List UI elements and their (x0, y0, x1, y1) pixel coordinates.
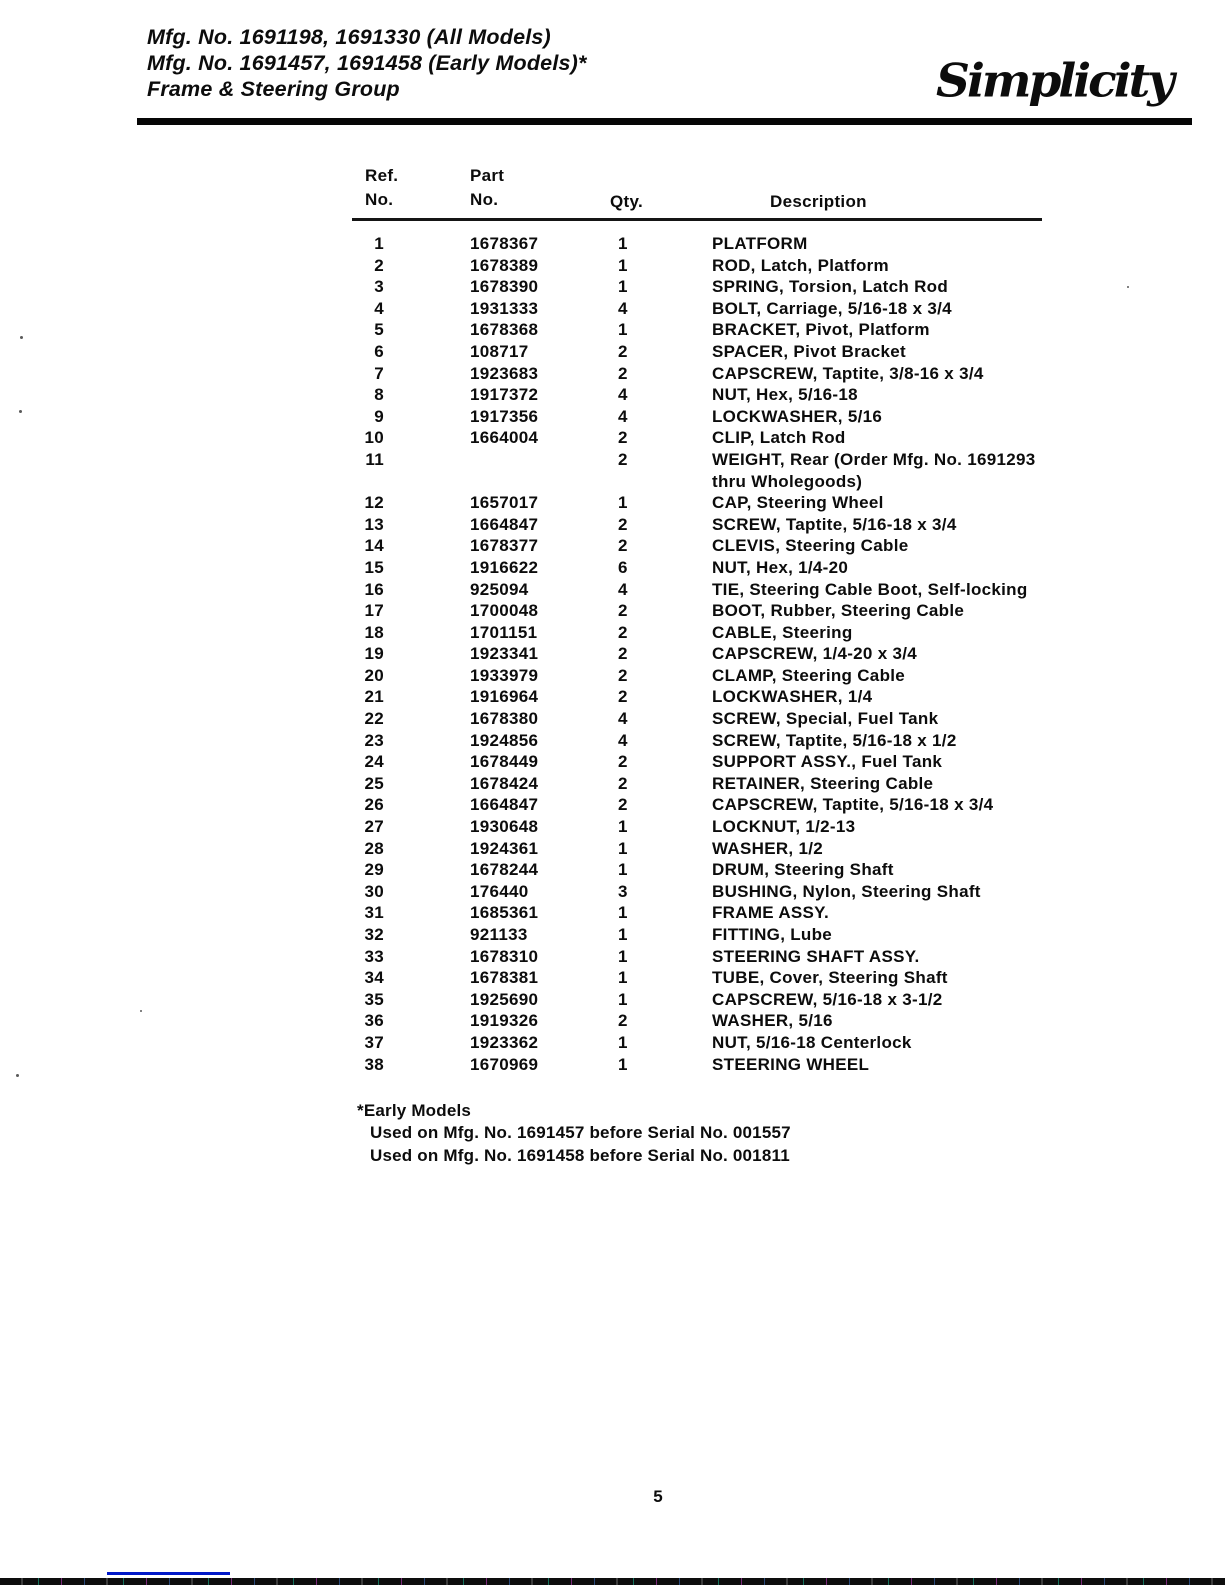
ref-no-cell: 11 (365, 449, 384, 469)
ref-no-cell: 20 (364, 665, 384, 685)
qty-cell: 2 (618, 449, 628, 469)
part-no-cell: 1678377 (470, 536, 539, 556)
ref-no-cell: 38 (364, 1054, 384, 1074)
page-number: 5 (653, 1487, 663, 1506)
description-cell: RETAINER, Steering Cable (712, 773, 934, 793)
description-cell: FITTING, Lube (712, 925, 833, 944)
table-row (352, 319, 1044, 341)
footnotes (357, 1100, 791, 1167)
table-row (352, 492, 1044, 514)
description-cell: FRAME ASSY. (712, 903, 829, 923)
col-header-ref-line1: Ref. (365, 166, 399, 185)
ref-no-cell: 29 (364, 860, 384, 880)
table-row (352, 514, 1044, 536)
description-cell: TUBE, Cover, Steering Shaft (712, 968, 948, 988)
table-row (352, 967, 1044, 989)
group-title: Frame & Steering Group (147, 77, 400, 101)
qty-cell: 2 (618, 665, 628, 685)
description-cell: NUT, Hex, 1/4-20 (712, 557, 849, 577)
part-no-cell: 1923341 (470, 644, 539, 664)
qty-cell: 2 (618, 644, 628, 664)
qty-cell: 4 (618, 709, 628, 729)
description-cell: TIE, Steering Cable Boot, Self-locking (712, 579, 1028, 599)
table-row (352, 708, 1044, 730)
part-no-cell: 1678310 (470, 946, 539, 966)
table-row (352, 643, 1044, 665)
table-header (352, 166, 1044, 219)
part-no-cell: 1701151 (470, 622, 538, 642)
description-cell: SCREW, Taptite, 5/16-18 x 1/2 (712, 730, 957, 750)
ref-no-cell: 34 (364, 968, 384, 988)
table-row (352, 622, 1044, 644)
table-row (352, 427, 1044, 449)
ref-no-cell: 32 (364, 925, 384, 944)
ref-no-cell: 3 (374, 277, 384, 297)
ref-no-cell: 33 (364, 946, 384, 966)
description-cell: BUSHING, Nylon, Steering Shaft (712, 881, 981, 901)
simplicity-logo: Simplicity (936, 54, 1172, 109)
ref-no-cell: 19 (364, 644, 384, 664)
qty-cell: 2 (618, 428, 628, 448)
footnote-title: *Early Models (357, 1101, 472, 1120)
ref-no-cell: 31 (364, 903, 384, 923)
ref-no-cell: 12 (364, 493, 384, 513)
table-row (352, 902, 1044, 924)
part-no-cell: 1678367 (470, 234, 539, 253)
mfg-no-line-1: Mfg. No. 1691198, 1691330 (All Models) (147, 25, 551, 49)
parts-table-body (352, 233, 1044, 1075)
part-no-cell: 1670969 (470, 1054, 539, 1074)
table-row (352, 384, 1044, 406)
col-header-description: Description (770, 192, 867, 211)
ref-no-cell: 18 (364, 622, 384, 642)
qty-cell: 1 (618, 255, 628, 275)
table-row (352, 989, 1044, 1011)
ref-no-cell: 4 (374, 298, 384, 318)
table-row (352, 449, 1044, 492)
document-header (147, 24, 587, 102)
description-cell: SCREW, Taptite, 5/16-18 x 3/4 (712, 514, 957, 534)
part-no-cell: 1925690 (470, 989, 539, 1009)
qty-cell: 1 (618, 1054, 628, 1074)
ref-no-cell: 25 (364, 773, 384, 793)
qty-cell: 1 (618, 925, 628, 944)
ref-no-cell: 30 (364, 881, 384, 901)
ref-no-cell: 24 (364, 752, 384, 772)
part-no-cell: 1657017 (470, 493, 539, 513)
part-no-cell: 1678244 (470, 860, 539, 880)
part-no-cell: 1678381 (470, 968, 539, 988)
ref-no-cell: 8 (374, 385, 384, 405)
part-no-cell: 1678368 (470, 320, 539, 340)
ref-no-cell: 22 (364, 709, 384, 729)
header-rule (137, 118, 1192, 125)
qty-cell: 2 (618, 773, 628, 793)
col-header-part-line1: Part (470, 166, 505, 185)
part-no-cell: 1923362 (470, 1032, 539, 1052)
description-cell: CAPSCREW, Taptite, 3/8-16 x 3/4 (712, 363, 984, 383)
qty-cell: 1 (618, 277, 628, 297)
ref-no-cell: 21 (364, 687, 384, 707)
table-row (352, 881, 1044, 903)
part-no-cell: 1678449 (470, 752, 539, 772)
table-row (352, 1010, 1044, 1032)
qty-cell: 2 (618, 363, 628, 383)
table-row (352, 363, 1044, 385)
table-row (352, 859, 1044, 881)
footnote-line: Used on Mfg. No. 1691458 before Serial No. 001811 (370, 1145, 790, 1165)
qty-cell: 1 (618, 234, 628, 253)
table-row (352, 773, 1044, 795)
part-no-cell: 925094 (470, 579, 529, 599)
part-no-cell: 1930648 (470, 817, 539, 837)
description-cell: STEERING WHEEL (712, 1054, 870, 1074)
description-cell: CABLE, Steering (712, 622, 853, 642)
table-row (352, 1054, 1044, 1076)
scan-speck (1127, 286, 1129, 288)
mfg-no-line-2: Mfg. No. 1691457, 1691458 (Early Models)* (147, 51, 587, 75)
ref-no-cell: 37 (364, 1032, 384, 1052)
scan-edge-artifact (0, 1578, 1225, 1585)
description-cell: LOCKWASHER, 5/16 (712, 406, 883, 426)
qty-cell: 2 (618, 622, 628, 642)
description-cell: SUPPORT ASSY., Fuel Tank (712, 752, 943, 772)
part-no-cell: 1685361 (470, 903, 539, 923)
qty-cell: 1 (618, 903, 628, 923)
part-no-cell: 1916964 (470, 687, 539, 707)
description-cell: CLIP, Latch Rod (712, 428, 846, 448)
table-header-rule (352, 218, 1042, 221)
part-no-cell: 1931333 (470, 298, 539, 318)
description-cell: CAPSCREW, Taptite, 5/16-18 x 3/4 (712, 795, 994, 815)
qty-cell: 2 (618, 1011, 628, 1031)
qty-cell: 4 (618, 406, 628, 426)
ref-no-cell: 7 (374, 363, 384, 383)
table-row (352, 1032, 1044, 1054)
qty-cell: 2 (618, 341, 628, 361)
description-cell: ROD, Latch, Platform (712, 255, 889, 275)
part-no-cell: 921133 (470, 925, 528, 944)
table-row (352, 816, 1044, 838)
qty-cell: 2 (618, 601, 628, 621)
description-cell: CAPSCREW, 5/16-18 x 3-1/2 (712, 989, 943, 1009)
part-no-cell: 1923683 (470, 363, 539, 383)
ref-no-cell: 26 (364, 795, 384, 815)
ref-no-cell: 5 (374, 320, 384, 340)
part-no-cell: 1917372 (470, 385, 539, 405)
table-row (352, 298, 1044, 320)
table-row (352, 665, 1044, 687)
qty-cell: 1 (618, 1032, 628, 1052)
ref-no-cell: 36 (364, 1011, 384, 1031)
description-cell: CLAMP, Steering Cable (712, 665, 906, 685)
part-no-cell: 1924856 (470, 730, 539, 750)
part-no-cell: 1933979 (470, 665, 539, 685)
description-cell: NUT, 5/16-18 Centerlock (712, 1032, 912, 1052)
table-row (352, 946, 1044, 968)
part-no-cell: 1678380 (470, 709, 539, 729)
footnote-line: Used on Mfg. No. 1691457 before Serial No. 001557 (370, 1123, 791, 1143)
table-row (352, 686, 1044, 708)
table-row (352, 233, 1044, 255)
qty-cell: 4 (618, 385, 628, 405)
description-cell: CLEVIS, Steering Cable (712, 536, 909, 556)
description-cell: LOCKNUT, 1/2-13 (712, 817, 856, 837)
qty-cell: 1 (618, 989, 628, 1009)
qty-cell: 3 (618, 881, 628, 901)
part-no-cell: 1664847 (470, 795, 539, 815)
description-cell: PLATFORM (712, 234, 808, 253)
table-row (352, 535, 1044, 557)
ref-no-cell: 14 (364, 536, 384, 556)
blue-underline-artifact (107, 1572, 230, 1575)
qty-cell: 1 (618, 968, 628, 988)
description-cell: STEERING SHAFT ASSY. (712, 946, 920, 966)
qty-cell: 1 (618, 320, 628, 340)
qty-cell: 1 (618, 493, 628, 513)
qty-cell: 1 (618, 838, 628, 858)
part-no-cell: 1664847 (470, 514, 539, 534)
description-cell: LOCKWASHER, 1/4 (712, 687, 873, 707)
qty-cell: 2 (618, 752, 628, 772)
ref-no-cell: 10 (364, 428, 384, 448)
ref-no-cell: 13 (364, 514, 384, 534)
table-row (352, 794, 1044, 816)
table-row (352, 557, 1044, 579)
part-no-cell: 1700048 (470, 601, 539, 621)
qty-cell: 4 (618, 579, 628, 599)
description-cell: DRUM, Steering Shaft (712, 860, 894, 880)
qty-cell: 1 (618, 817, 628, 837)
ref-no-cell: 6 (374, 341, 384, 361)
description-cell: BOOT, Rubber, Steering Cable (712, 601, 965, 621)
table-row (352, 255, 1044, 277)
table-row (352, 730, 1044, 752)
table-row (352, 276, 1044, 298)
part-no-cell: 1678389 (470, 255, 539, 275)
ref-no-cell: 28 (364, 838, 384, 858)
part-no-cell: 108717 (470, 341, 529, 361)
part-no-cell: 1678390 (470, 277, 539, 297)
qty-cell: 6 (618, 557, 628, 577)
part-no-cell: 1917356 (470, 406, 539, 426)
table-row (352, 751, 1044, 773)
qty-cell: 4 (618, 298, 628, 318)
col-header-part-line2: No. (470, 190, 499, 209)
ref-no-cell: 2 (374, 255, 384, 275)
description-cell: NUT, Hex, 5/16-18 (712, 385, 858, 405)
qty-cell: 2 (618, 536, 628, 556)
ref-no-cell: 9 (374, 406, 384, 426)
table-row (352, 838, 1044, 860)
ref-no-cell: 27 (364, 817, 384, 837)
parts-table (352, 166, 1044, 1074)
description-cell: SCREW, Special, Fuel Tank (712, 709, 939, 729)
part-no-cell: 176440 (470, 881, 529, 901)
scan-speck (20, 336, 23, 339)
part-no-cell: 1678424 (470, 773, 539, 793)
description-cell: CAPSCREW, 1/4-20 x 3/4 (712, 644, 918, 664)
table-row (352, 924, 1044, 946)
ref-no-cell: 17 (364, 601, 384, 621)
scan-speck (19, 410, 22, 413)
table-row (352, 406, 1044, 428)
description-cell: WASHER, 1/2 (712, 838, 823, 858)
description-cell: SPRING, Torsion, Latch Rod (712, 277, 949, 297)
qty-cell: 1 (618, 946, 628, 966)
description-cell: CAP, Steering Wheel (712, 493, 884, 513)
ref-no-cell: 35 (364, 989, 384, 1009)
scan-speck (140, 1010, 142, 1012)
qty-cell: 1 (618, 860, 628, 880)
description-cell: BOLT, Carriage, 5/16-18 x 3/4 (712, 298, 952, 318)
ref-no-cell: 16 (364, 579, 384, 599)
description-cell: SPACER, Pivot Bracket (712, 341, 906, 361)
col-header-qty: Qty. (610, 192, 644, 211)
table-row (352, 600, 1044, 622)
ref-no-cell: 23 (364, 730, 384, 750)
description-cell: BRACKET, Pivot, Platform (712, 320, 930, 340)
description-cell: WASHER, 5/16 (712, 1011, 833, 1031)
ref-no-cell: 15 (364, 557, 384, 577)
description-cell: WEIGHT, Rear (Order Mfg. No. 1691293 thru Wholegoods) (712, 449, 1036, 491)
part-no-cell: 1916622 (470, 557, 539, 577)
part-no-cell: 1919326 (470, 1011, 539, 1031)
table-row (352, 579, 1044, 601)
qty-cell: 2 (618, 795, 628, 815)
part-no-cell: 1664004 (470, 428, 539, 448)
qty-cell: 2 (618, 687, 628, 707)
ref-no-cell: 1 (374, 234, 384, 253)
col-header-ref-line2: No. (365, 190, 394, 209)
qty-cell: 4 (618, 730, 628, 750)
part-no-cell: 1924361 (470, 838, 539, 858)
qty-cell: 2 (618, 514, 628, 534)
scan-speck (16, 1074, 19, 1077)
table-row (352, 341, 1044, 363)
